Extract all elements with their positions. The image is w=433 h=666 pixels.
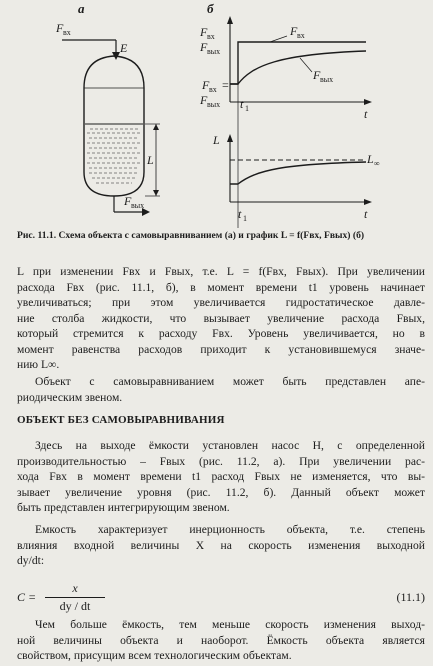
text-line: Чем больше ёмкость, тем меньше скорость изменения выход- [35, 618, 425, 631]
curve-label-fout-sub: вых [320, 75, 334, 84]
eq-label-fout-sub: вых [207, 100, 221, 109]
upper-y-label-fin: F [200, 25, 208, 39]
panel-b-graphs [199, 1, 380, 228]
paragraph-5 [17, 617, 425, 664]
upper-y-label-fin-sub: вх [207, 32, 215, 41]
l-inf-label-sub: ∞ [374, 159, 380, 168]
text-line: L при изменении Fвх и Fвых, т.е. L = f(Fвх, Fвых). При увеличении [17, 265, 425, 278]
equation-fraction [45, 581, 105, 614]
lower-t1-label: t [238, 207, 242, 221]
text-line: увеличиваться; при этом увеличивается гидростатическое давле- [17, 296, 425, 309]
paragraph-3 [17, 438, 425, 516]
text-line: ной величины объекта и наоборот. Ёмкость объекта является [17, 633, 425, 647]
curve-label-fout: F [313, 68, 321, 82]
upper-t1-label-sub: 1 [245, 104, 249, 113]
text-line: производительностью – Fвых (рис. 11.2, а). При увеличении рас- [17, 454, 425, 468]
f-out-response-curve [230, 51, 366, 84]
text-line: свойством, присущим всем технологическим объектам. [17, 649, 292, 662]
text-line: момент равенства расходов приходит к установившемуся значе- [17, 342, 425, 356]
label-f-out-sub: вых [131, 201, 145, 210]
eq-label-fin: F [202, 78, 210, 92]
label-f-in-sub: вх [63, 28, 71, 37]
text-line: Объект с самовыравниванием может быть представлен апе- [35, 375, 425, 388]
text-line: ние столба жидкости, что вызывает увеличение расхода Fвых, [17, 311, 425, 325]
label-f-in: F [56, 21, 64, 35]
figure-caption: Рис. 11.1. Схема объекта с самовыравниванием (а) и график L = f(Fвх, Fвых) (б) [17, 230, 365, 241]
equation-11-1 [17, 581, 425, 615]
text-line: влияния входной величины X на скорость изменения выходной [17, 538, 425, 552]
text-line: риодическим звеном. [17, 390, 123, 404]
equation-number: (11.1) [396, 590, 425, 604]
panel-a-tank-schematic [55, 1, 160, 216]
l-inf-label: L [367, 152, 374, 166]
equation-denominator: dy / dt [59, 599, 91, 613]
eq-label-fin-sub: вх [209, 85, 217, 94]
f-in-step-curve [230, 42, 366, 84]
upper-y-label-fout: F [200, 40, 208, 54]
label-l: L [147, 153, 154, 167]
text-line: зывает увеличение уровня (рис. 11.2, б). Данный объект может [17, 485, 425, 499]
curve-label-fin-sub: вх [297, 31, 305, 40]
text-line: хода Fвх в момент времени t1 расход Fвых не изменяется, что вы- [17, 470, 425, 483]
panel-b-letter: б [207, 1, 214, 16]
paragraph-2 [17, 374, 425, 405]
lower-y-label: L [213, 133, 220, 147]
text-line: расхода Fвх (рис. 11.1, б), в момент времени t1 уровень начинает [17, 280, 425, 294]
upper-y-label-fout-sub: вых [207, 47, 221, 56]
lower-t-label: t [364, 207, 368, 221]
text-line: Здесь на выходе ёмкости установлен насос H, с определенной [35, 439, 425, 452]
section-heading: ОБЪЕКТ БЕЗ САМОВЫРАВНИВАНИЯ [17, 414, 225, 426]
panel-a-letter: а [78, 1, 85, 16]
paragraph-4 [17, 522, 425, 569]
paragraph-1 [17, 264, 425, 373]
tank-vessel [84, 56, 144, 196]
eq-sign: = [222, 78, 229, 92]
label-e: E [120, 41, 128, 55]
equation-lhs: C = [17, 590, 37, 604]
text-line: dy/dt: [17, 554, 45, 567]
tank-liquid [85, 124, 143, 183]
eq-label-fout: F [200, 93, 208, 107]
lower-t1-label-sub: 1 [243, 214, 247, 223]
equation-numerator: x [45, 581, 105, 598]
text-line: быть представлен интегрирующим звеном. [17, 501, 230, 514]
text-line: Емкость характеризует инерционность объекта, т.е. степень [35, 523, 425, 536]
text-line: который стремится к расходу Fвх. Уровень увеличивается, но в [17, 327, 425, 340]
upper-t-label: t [364, 107, 368, 121]
label-f-out: F [124, 194, 132, 208]
upper-t1-label: t [240, 97, 244, 111]
text-line: нию L∞. [17, 358, 60, 371]
level-response-curve [230, 162, 366, 184]
figure-11-1 [0, 0, 433, 228]
curve-label-fin: F [290, 24, 298, 38]
